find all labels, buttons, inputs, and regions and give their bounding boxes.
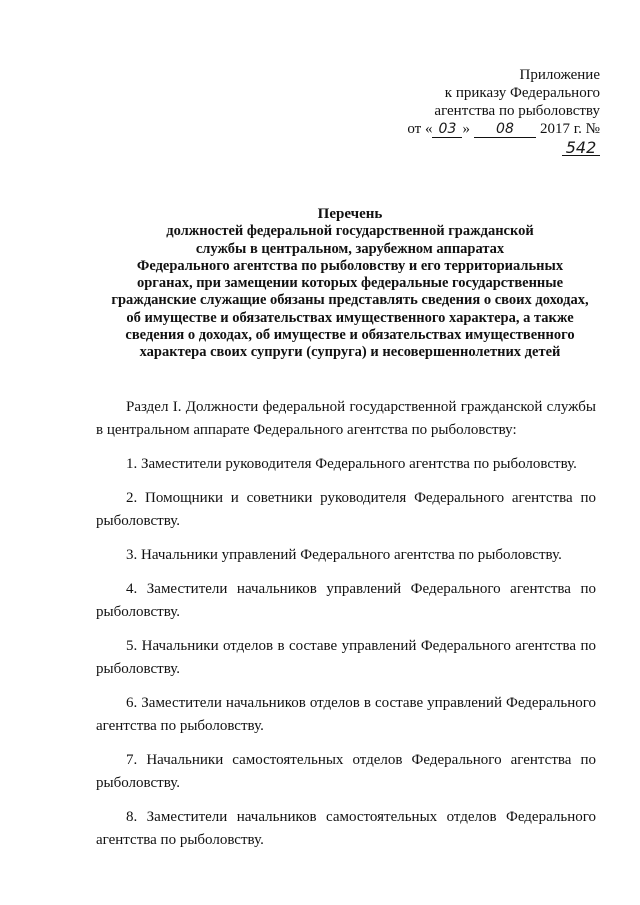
order-number-line	[407, 140, 600, 158]
list-item	[96, 635, 596, 681]
item-text: Начальники самостоятельных отделов Федерального агентства по рыболовству.	[96, 752, 596, 791]
title-line: сведения о доходах, об имуществе и обязательствах имущественного	[125, 327, 575, 344]
title-line: гражданские служащие обязаны представлять сведения о своих доходах,	[111, 292, 589, 309]
item-text: Заместители начальников управлений Федерального агентства по рыболовству.	[96, 581, 596, 620]
list-item	[96, 578, 596, 624]
title-line: службы в центральном, зарубежном аппаратах	[195, 240, 505, 257]
item-number: 3.	[126, 547, 138, 563]
item-number: 6.	[126, 695, 138, 711]
item-number: 8.	[126, 809, 138, 825]
title-line: об имуществе и обязательствах имущественного характера, а также	[126, 309, 574, 326]
date-year: 2017 г. №	[539, 121, 600, 137]
list-item	[96, 544, 596, 567]
title-line: характера своих супруги (супруга) и несовершеннолетних детей	[139, 344, 561, 361]
item-text: Заместители руководителя Федерального агентства по рыболовству.	[141, 456, 577, 472]
title-line: Федерального агентства по рыболовству и его территориальных	[136, 257, 564, 274]
section-heading: Раздел I. Должности федеральной государственной гражданской службы в центральном аппарате Федерального агентства по рыболовству:	[96, 399, 596, 438]
item-number: 7.	[126, 752, 138, 768]
section-1	[96, 396, 596, 863]
appendix-block	[407, 66, 600, 158]
item-number: 4.	[126, 581, 138, 597]
item-text: Заместители начальников отделов в составе управлений Федерального агентства по рыболовству.	[96, 695, 597, 734]
title-line: должностей федеральной государственной гражданской	[166, 223, 534, 240]
item-number: 5.	[126, 638, 138, 654]
date-day-handwritten: 03	[432, 122, 462, 138]
item-text: Заместители начальников самостоятельных отделов Федерального агентства по рыболовству.	[96, 809, 597, 848]
document-title	[80, 206, 620, 362]
date-month-handwritten: 08	[474, 122, 536, 138]
order-number-handwritten: 542	[562, 140, 600, 156]
appendix-line-2: к приказу Федерального	[444, 85, 600, 101]
date-mid: »	[462, 121, 470, 137]
item-text: Начальники отделов в составе управлений Федерального агентства по рыболовству.	[96, 638, 596, 677]
list-item	[96, 692, 596, 738]
date-prefix: от «	[407, 121, 433, 137]
item-number: 1.	[126, 456, 138, 472]
appendix-line-1: Приложение	[519, 67, 600, 83]
item-text: Помощники и советники руководителя Федерального агентства по рыболовству.	[96, 490, 596, 529]
title-line: органах, при замещении которых федеральные государственные	[136, 275, 564, 292]
appendix-line-3: агентства по рыболовству	[434, 103, 600, 119]
title-heading: Перечень	[317, 206, 383, 222]
list-item	[96, 487, 596, 533]
item-text: Начальники управлений Федерального агентства по рыболовству.	[141, 547, 562, 563]
appendix-date-line	[407, 120, 600, 138]
list-item	[96, 806, 596, 852]
list-item	[96, 453, 596, 476]
list-item	[96, 749, 596, 795]
item-number: 2.	[126, 490, 138, 506]
